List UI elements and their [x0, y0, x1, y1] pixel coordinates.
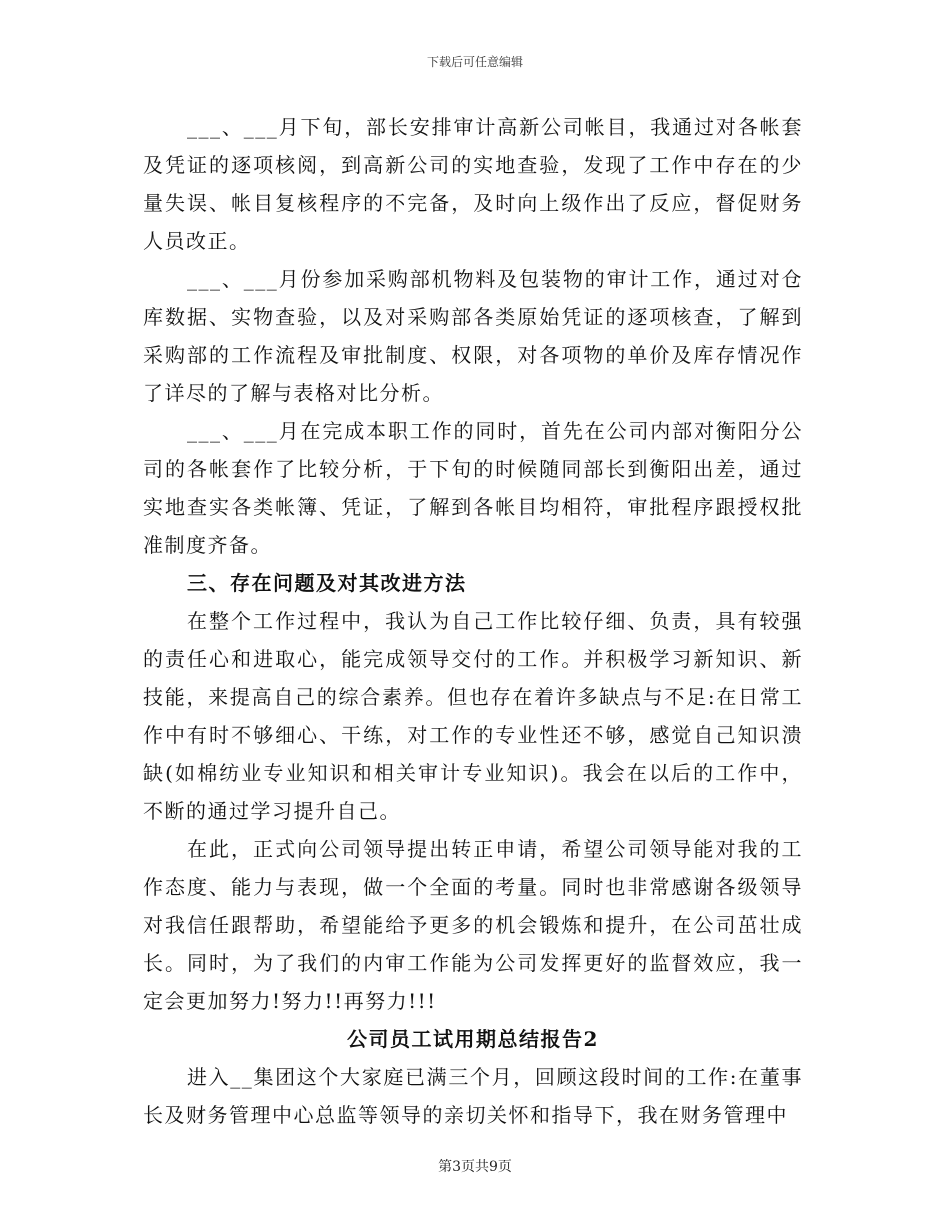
paragraph-3: ___、___月在完成本职工作的同时，首先在公司内部对衡阳分公司的各帐套作了比较分析，于下旬的时候随同部长到衡阳出差，通过实地查实各类帐簿、凭证，了解到各帐目均相符，审批程序跟授权批准制度齐备。 — [143, 419, 803, 557]
paragraph-6: 进入__集团这个大家庭已满三个月，回顾这段时间的工作:在董事长及财务管理中心总监等领导的亲切关怀和指导下，我在财务管理中 — [143, 1065, 803, 1127]
paragraph-5: 在此，正式向公司领导提出转正申请，希望公司领导能对我的工作态度、能力与表现，做一个全面的考量。同时也非常感谢各级领导对我信任跟帮助，希望能给予更多的机会锻炼和提升，在公司茁壮成长。同时，为了我们的内审工作能为公司发挥更好的监督效应，我一定会更加努力!努力!!再努力!!! — [143, 837, 803, 1013]
report-title: 公司员工试用期总结报告2 — [347, 1027, 599, 1051]
paragraph-2: ___、___月份参加采购部机物料及包装物的审计工作，通过对仓库数据、实物查验，以及对采购部各类原始凭证的逐项核查，了解到采购部的工作流程及审批制度、权限，对各项物的单价及库存情况作了详尽的了解与表格对比分析。 — [143, 267, 803, 405]
document-body — [143, 108, 803, 1134]
page-header: 下载后可任意编辑 — [426, 55, 523, 69]
paragraph-1: ___、___月下旬，部长安排审计高新公司帐目，我通过对各帐套及凭证的逐项核阅，到高新公司的实地查验，发现了工作中存在的少量失误、帐目复核程序的不完备，及时向上级作出了反应，督促财务人员改正。 — [143, 115, 803, 253]
section-heading: 三、存在问题及对其改进方法 — [187, 571, 467, 595]
paragraph-4: 在整个工作过程中，我认为自己工作比较仔细、负责，具有较强的责任心和进取心，能完成领导交付的工作。并积极学习新知识、新技能，来提高自己的综合素养。但也存在着许多缺点与不足:在日常工作中有时不够细心、干练，对工作的专业性还不够，感觉自己知识溃缺(如棉纺业专业知识和相关审计专业知识)。我会在以后的工作中，不断的通过学习提升自己。 — [143, 609, 803, 823]
page-footer: 第3页共9页 — [438, 1159, 512, 1175]
